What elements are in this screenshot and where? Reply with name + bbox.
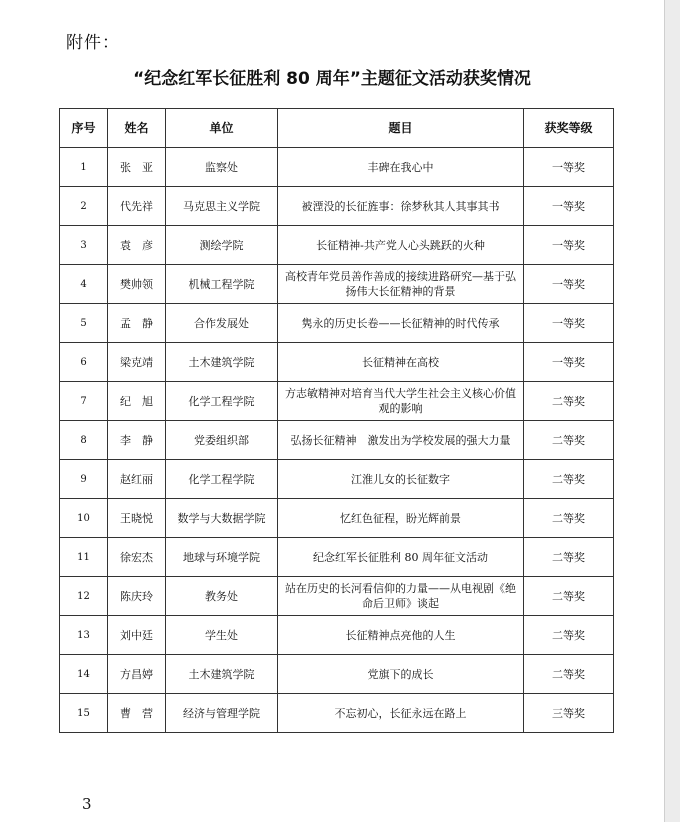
- table-row: [60, 382, 614, 421]
- row-number: 4: [60, 265, 108, 304]
- row-topic: 纪念红军长征胜利 80 周年征文活动: [278, 538, 524, 577]
- row-name: 王晓悦: [108, 499, 166, 538]
- row-number: 13: [60, 616, 108, 655]
- row-topic: 高校青年党员善作善成的接续进路研究—基于弘扬伟大长征精神的背景: [278, 265, 524, 304]
- row-unit: 学生处: [166, 616, 278, 655]
- row-number: 2: [60, 187, 108, 226]
- row-name: 陈庆玲: [108, 577, 166, 616]
- row-grade: 二等奖: [524, 538, 614, 577]
- row-number: 1: [60, 148, 108, 187]
- table-row: [60, 499, 614, 538]
- row-unit: 马克思主义学院: [166, 187, 278, 226]
- row-number: 5: [60, 304, 108, 343]
- table-body: [60, 148, 614, 733]
- row-grade: 二等奖: [524, 382, 614, 421]
- row-number: 8: [60, 421, 108, 460]
- header-grade: 获奖等级: [524, 109, 614, 148]
- row-number: 3: [60, 226, 108, 265]
- page-number: 3: [82, 795, 92, 813]
- row-topic: 丰碑在我心中: [278, 148, 524, 187]
- row-grade: 一等奖: [524, 304, 614, 343]
- row-name: 纪 旭: [108, 382, 166, 421]
- row-topic: 忆红色征程，盼光辉前景: [278, 499, 524, 538]
- row-unit: 机械工程学院: [166, 265, 278, 304]
- row-unit: 数学与大数据学院: [166, 499, 278, 538]
- row-grade: 二等奖: [524, 460, 614, 499]
- row-topic: 江淮儿女的长征数字: [278, 460, 524, 499]
- row-unit: 教务处: [166, 577, 278, 616]
- row-name: 刘中廷: [108, 616, 166, 655]
- row-grade: 二等奖: [524, 421, 614, 460]
- row-topic: 长征精神在高校: [278, 343, 524, 382]
- row-topic: 方志敏精神对培育当代大学生社会主义核心价值观的影响: [278, 382, 524, 421]
- row-grade: 一等奖: [524, 226, 614, 265]
- row-name: 张 亚: [108, 148, 166, 187]
- row-topic: 站在历史的长河看信仰的力量——从电视剧《绝命后卫师》谈起: [278, 577, 524, 616]
- row-name: 徐宏杰: [108, 538, 166, 577]
- attachment-label: 附件：: [66, 33, 120, 53]
- row-name: 袁 彦: [108, 226, 166, 265]
- table-row: [60, 577, 614, 616]
- table-row: [60, 226, 614, 265]
- header-topic: 题目: [278, 109, 524, 148]
- table-row: [60, 187, 614, 226]
- row-unit: 地球与环境学院: [166, 538, 278, 577]
- row-topic: 党旗下的成长: [278, 655, 524, 694]
- row-number: 10: [60, 499, 108, 538]
- row-topic: 隽永的历史长卷——长征精神的时代传承: [278, 304, 524, 343]
- table-row: [60, 538, 614, 577]
- row-name: 梁克靖: [108, 343, 166, 382]
- row-unit: 土木建筑学院: [166, 343, 278, 382]
- row-topic: 弘扬长征精神 激发出为学校发展的强大力量: [278, 421, 524, 460]
- table-row: [60, 343, 614, 382]
- row-grade: 二等奖: [524, 616, 614, 655]
- table-row: [60, 655, 614, 694]
- row-grade: 二等奖: [524, 499, 614, 538]
- row-unit: 经济与管理学院: [166, 694, 278, 733]
- row-name: 樊帅领: [108, 265, 166, 304]
- row-name: 李 静: [108, 421, 166, 460]
- page-edge: [664, 0, 680, 822]
- table-row: [60, 265, 614, 304]
- table-row: [60, 304, 614, 343]
- document-title: “纪念红军长征胜利 80 周年”主题征文活动获奖情况: [133, 69, 531, 89]
- table-header-row: [60, 109, 614, 148]
- row-grade: 二等奖: [524, 655, 614, 694]
- table-row: [60, 460, 614, 499]
- table-row: [60, 694, 614, 733]
- row-topic: 长征精神-共产党人心头跳跃的火种: [278, 226, 524, 265]
- header-unit: 单位: [166, 109, 278, 148]
- row-grade: 一等奖: [524, 187, 614, 226]
- row-grade: 一等奖: [524, 343, 614, 382]
- row-unit: 党委组织部: [166, 421, 278, 460]
- row-unit: 化学工程学院: [166, 382, 278, 421]
- row-number: 12: [60, 577, 108, 616]
- awards-table: [59, 108, 614, 733]
- row-number: 7: [60, 382, 108, 421]
- row-unit: 土木建筑学院: [166, 655, 278, 694]
- row-topic: 被湮没的长征旌事：徐梦秋其人其事其书: [278, 187, 524, 226]
- row-topic: 不忘初心，长征永远在路上: [278, 694, 524, 733]
- row-unit: 合作发展处: [166, 304, 278, 343]
- row-grade: 三等奖: [524, 694, 614, 733]
- row-unit: 化学工程学院: [166, 460, 278, 499]
- row-name: 代先祥: [108, 187, 166, 226]
- row-number: 6: [60, 343, 108, 382]
- row-unit: 监察处: [166, 148, 278, 187]
- row-number: 11: [60, 538, 108, 577]
- row-name: 方昌婷: [108, 655, 166, 694]
- header-number: 序号: [60, 109, 108, 148]
- row-grade: 一等奖: [524, 265, 614, 304]
- row-grade: 二等奖: [524, 577, 614, 616]
- row-number: 15: [60, 694, 108, 733]
- row-number: 14: [60, 655, 108, 694]
- row-number: 9: [60, 460, 108, 499]
- table-row: [60, 421, 614, 460]
- table-row: [60, 148, 614, 187]
- table-row: [60, 616, 614, 655]
- row-grade: 一等奖: [524, 148, 614, 187]
- row-name: 孟 静: [108, 304, 166, 343]
- row-unit: 测绘学院: [166, 226, 278, 265]
- row-topic: 长征精神点亮他的人生: [278, 616, 524, 655]
- row-name: 赵红丽: [108, 460, 166, 499]
- header-name: 姓名: [108, 109, 166, 148]
- row-name: 曹 营: [108, 694, 166, 733]
